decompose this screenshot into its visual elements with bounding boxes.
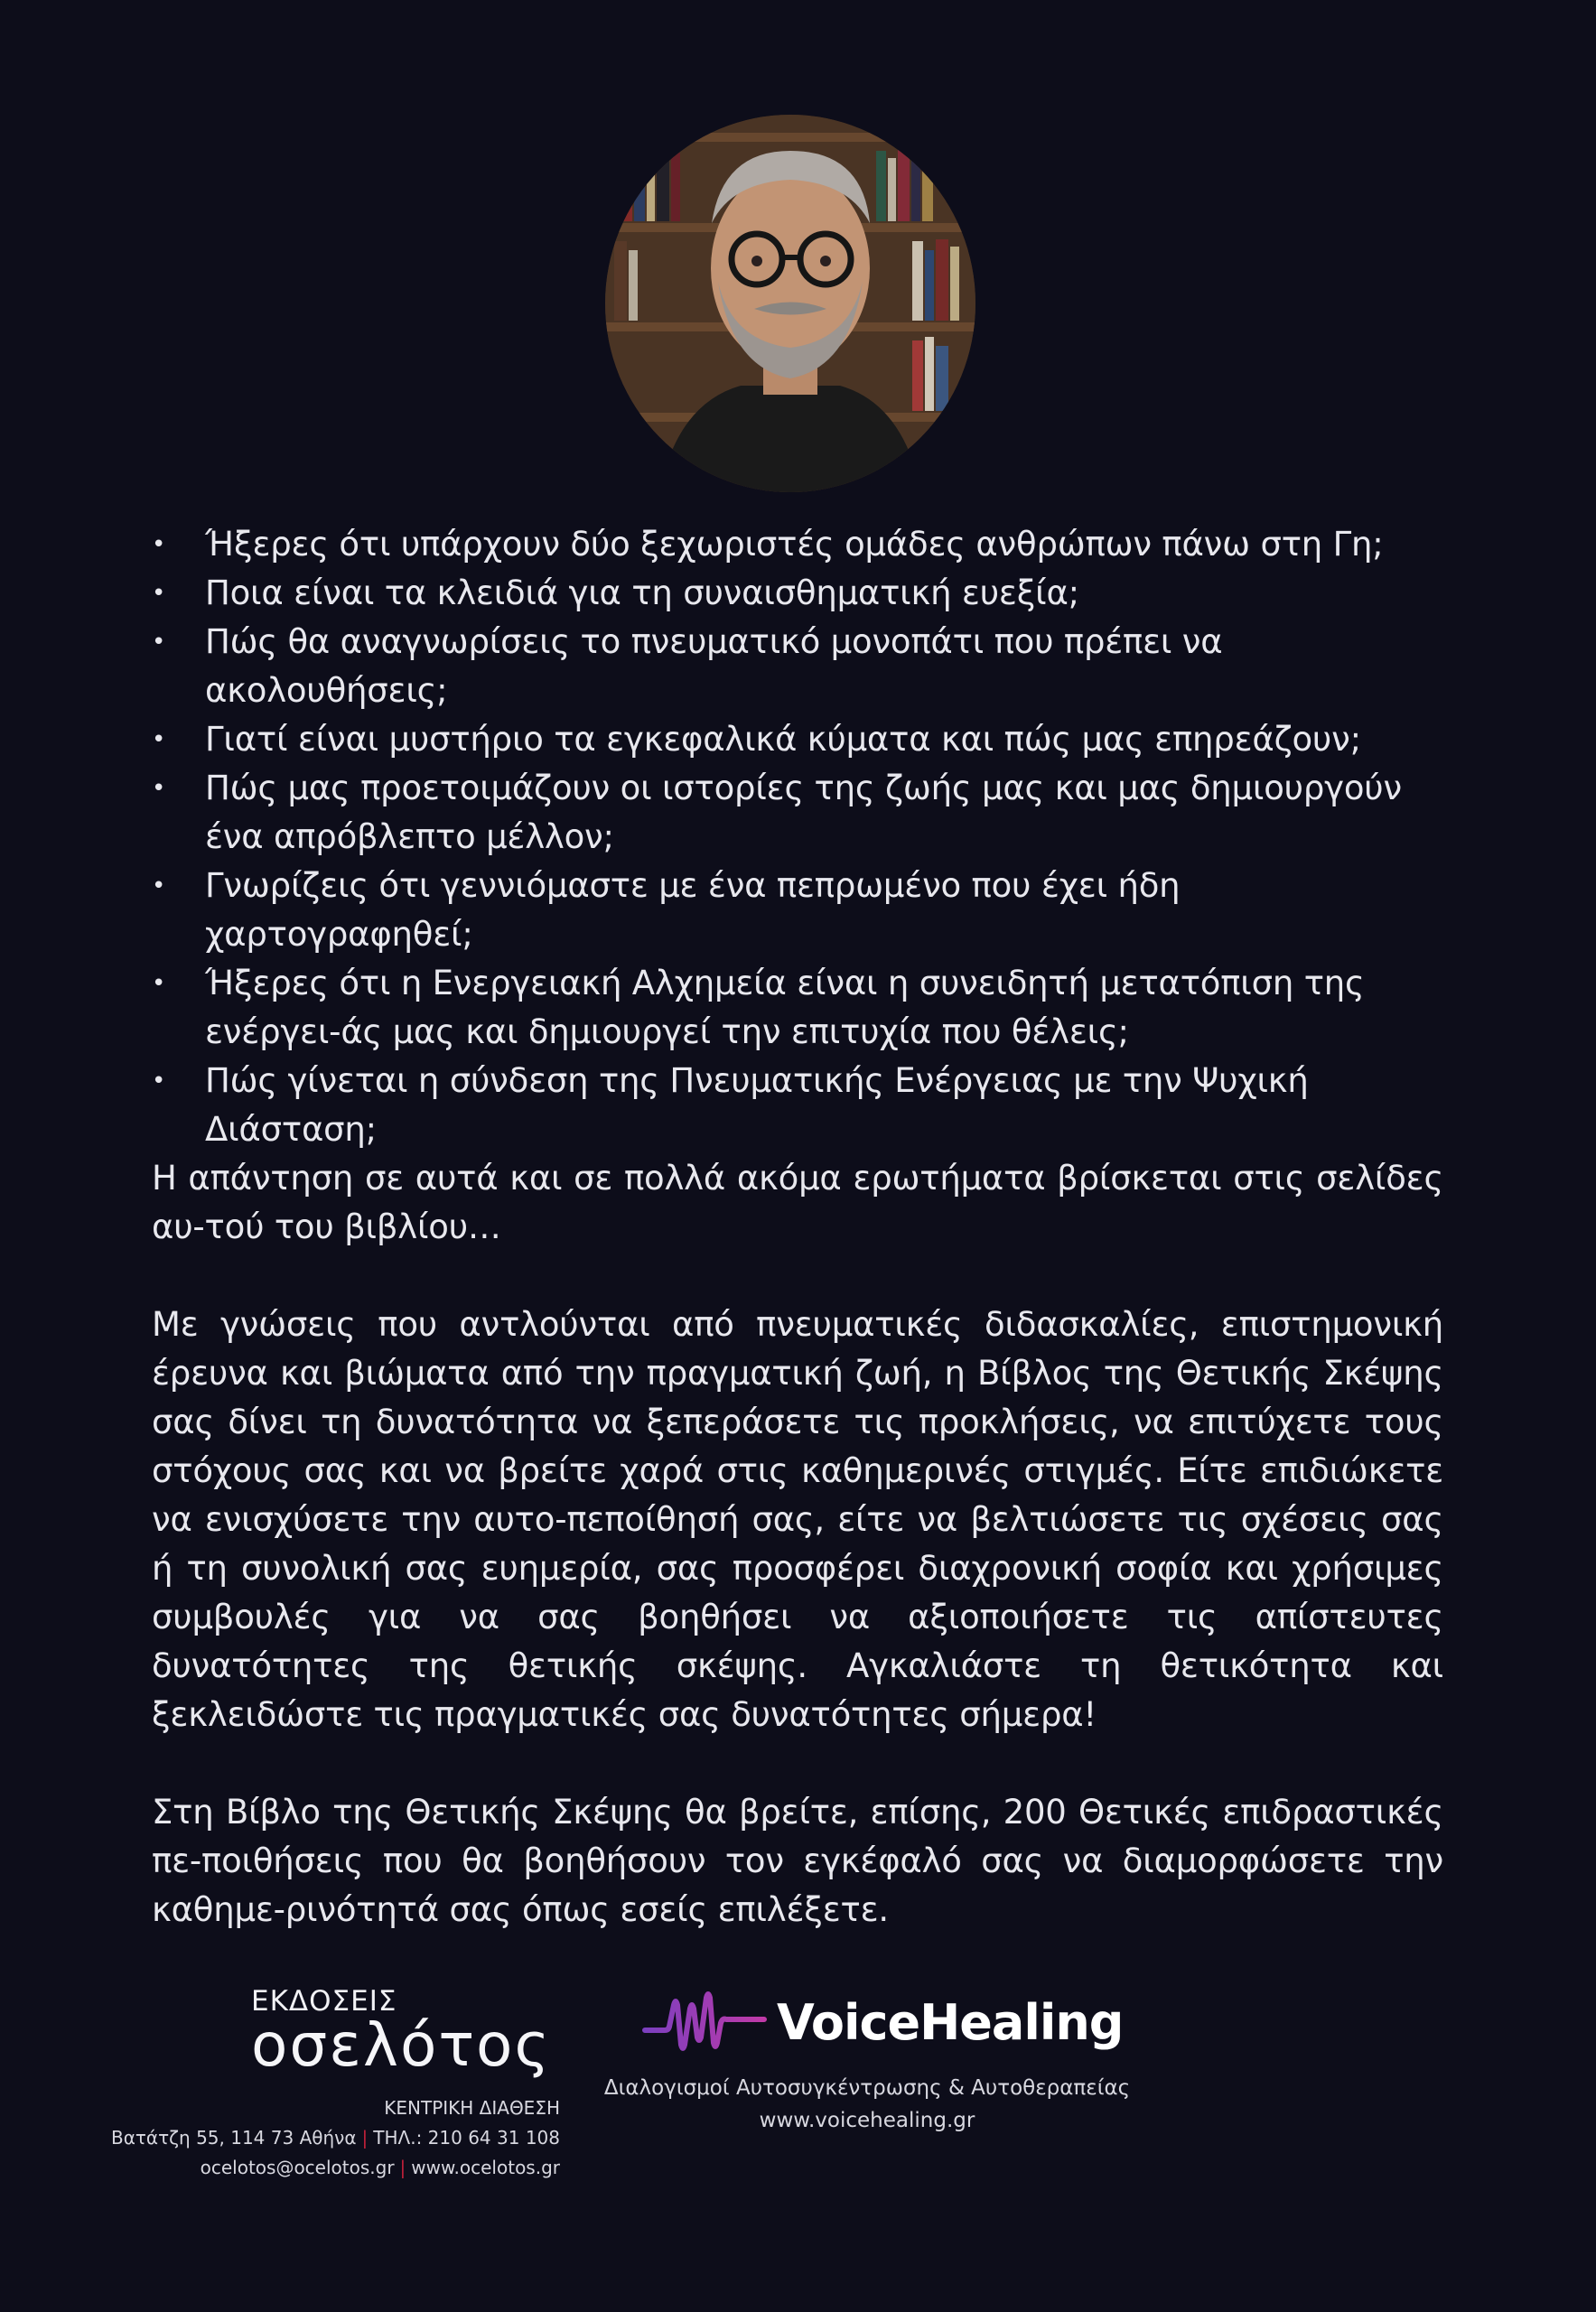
description-paragraph: Με γνώσεις που αντλούνται από πνευματικές διδασκαλίες, επιστημονική έρευνα και βιώματα από την πραγματική ζωή, η Βίβλος της Θετικής Σκέψης σας δίνει τη δυνατότητα να ξεπεράσετε τις προκλήσεις, να επιτύχετε τους στόχους σας και να βρείτε χαρά στις καθημερινές στιγμές. Είτε επιδιώκετε να ενισχύσετε την αυτο-πεποίθησή σας, είτε να βελτιώσετε τις σχέσεις σας ή τη συνολική σας ευημερία, σας προσφέρει διαχρονική σοφία και χρήσιμες συμβουλές για να σας βοηθήσει να αξιοποιήσετε τις απίστευτες δυνατότητες της θετικής σκέψης. Αγκαλιάστε τη θετικότητα και ξεκλειδώστε τις πραγματικές σας δυνατότητες σήμερα!	[152, 1305, 1443, 1734]
publisher-info	[111, 2093, 560, 2183]
separator: |	[399, 2157, 406, 2178]
voicehealing-tagline: Διαλογισμοί Αυτοσυγκέντρωσης & Αυτοθεραπείας	[603, 2076, 1131, 2100]
publisher-address: Βατάτζη 55, 114 73 Αθήνα	[110, 2127, 357, 2149]
answer-line: Η απάντηση σε αυτά και σε πολλά ακόμα ερωτήματα βρίσκεται στις σελίδες αυ-τού του βιβλίου…	[152, 1159, 1443, 1246]
list-item: • Γιατί είναι μυστήριο τα εγκεφαλικά κύματα και πώς μας επηρεάζουν;	[152, 715, 1443, 764]
back-cover-text	[152, 520, 1443, 1934]
list-item: • Πώς γίνεται η σύνδεση της Πνευματικής Ενέργειας με την Ψυχική Διάσταση;	[152, 1057, 1443, 1154]
soundwave-icon	[641, 1987, 768, 2059]
list-item: • Πώς μας προετοιμάζουν οι ιστορίες της ζωής μας και μας δημιουργούν ένα απρόβλεπτο μέλλον;	[152, 764, 1443, 862]
publisher-email[interactable]: ocelotos@ocelotos.gr	[200, 2157, 395, 2178]
list-item: • Πώς θα αναγνωρίσεις το πνευματικό μονοπάτι που πρέπει να ακολουθήσεις;	[152, 618, 1443, 715]
voicehealing-name: VoiceHealing	[777, 1994, 1124, 2051]
publisher-phone: ΤΗΛ.: 210 64 31 108	[373, 2127, 560, 2149]
distribution-label: ΚΕΝΤΡΙΚΗ ΔΙΑΘΕΣΗ	[384, 2097, 560, 2119]
beliefs-paragraph: Στη Βίβλο της Θετικής Σκέψης θα βρείτε, επίσης, 200 Θετικές επιδραστικές πε-ποιθήσεις που θα βοηθήσουν τον εγκέφαλό σας να διαμορφώσετε την καθημε-ρινότητά σας όπως εσείς επιλέξετε.	[152, 1793, 1443, 1929]
publisher-name: οσελότος	[251, 2010, 552, 2080]
author-portrait	[605, 115, 975, 492]
voicehealing-website[interactable]: www.voicehealing.gr	[759, 2109, 975, 2132]
list-item: • Γνωρίζεις ότι γεννιόμαστε με ένα πεπρωμένο που έχει ήδη χαρτογραφηθεί;	[152, 862, 1443, 959]
publisher-logo	[251, 1985, 560, 2080]
question-list	[152, 520, 1443, 1154]
voicehealing-info	[596, 2072, 1138, 2137]
list-item: • Ποια είναι τα κλειδιά για τη συναισθηματική ευεξία;	[152, 569, 1443, 618]
publisher-website[interactable]: www.ocelotos.gr	[411, 2157, 560, 2178]
list-item: • Ήξερες ότι η Ενεργειακή Αλχημεία είναι η συνειδητή μετατόπιση της ενέργει-άς μας και δημιουργεί την επιτυχία που θέλεις;	[152, 959, 1443, 1057]
separator: |	[361, 2127, 369, 2149]
list-item: • Ήξερες ότι υπάρχουν δύο ξεχωριστές ομάδες ανθρώπων πάνω στη Γη;	[152, 520, 1443, 569]
publisher-eyebrow: ΕΚΔΟΣΕΙΣ	[251, 1985, 397, 2018]
author-photo-icon	[605, 115, 975, 492]
